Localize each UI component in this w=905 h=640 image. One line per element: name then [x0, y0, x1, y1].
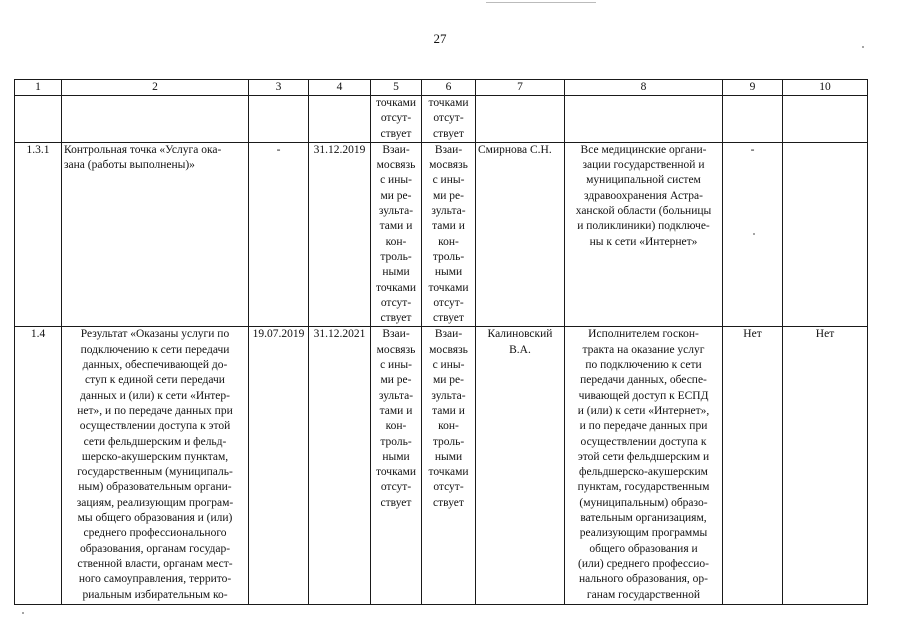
cell-col10: [783, 142, 868, 327]
cell: [723, 96, 783, 143]
header-cell-5: 5: [371, 80, 422, 96]
page-number: 27: [433, 31, 447, 46]
cell-dependency: Взаи- мосвязь с ины- ми ре- зульта- тами и кон- троль- ными точками отсут- ствует: [371, 327, 422, 605]
cell-end-date: 31.12.2019: [309, 142, 371, 327]
scan-speck: [862, 46, 864, 48]
cell-col9: Нет: [723, 327, 783, 605]
cell-responsible: Калиновский В.А.: [476, 327, 565, 605]
header-cell-2: 2: [62, 80, 249, 96]
table-row-1-3-1: [15, 142, 868, 327]
cell-description: Контрольная точка «Услуга ока- зана (работы выполнены)»: [62, 142, 249, 327]
header-cell-7: 7: [476, 80, 565, 96]
cell: [565, 96, 723, 143]
cell-result-description: Все медицинские органи- зации государственной и муниципальной систем здравоохранения Астра- ханской области (больницы и поликлиники) подключе- ны к сети «Интернет»: [565, 142, 723, 327]
cell-start-date: 19.07.2019: [249, 327, 309, 605]
cell-dependency: Взаи- мосвязь с ины- ми ре- зульта- тами и кон- троль- ными точками отсут- ствует: [371, 142, 422, 327]
cell-responsible: Смирнова С.Н.: [476, 142, 565, 327]
cell: [309, 96, 371, 143]
cell-col10: Нет: [783, 327, 868, 605]
scan-speck: [753, 233, 755, 235]
cell-number: 1.3.1: [15, 142, 62, 327]
header-cell-10: 10: [783, 80, 868, 96]
cell-end-date: 31.12.2021: [309, 327, 371, 605]
header-cell-1: 1: [15, 80, 62, 96]
scan-speck: [22, 612, 24, 614]
cell-number: 1.4: [15, 327, 62, 605]
cell-result-description: Исполнителем госкон- тракта на оказание услуг по подключению к сети передачи данных, обеспе- чивающей доступ к ЕСПД и (или) к сети «Интернет», и по передаче данных при осуществлении доступа к этой сети фельдшерским и фельдшерско-акушерским пунктам, государственным (муниципальным) образо- вательным организациям, реализующим программы общего образования и (или) среднего профессио- нального образования, ор- ганам государственной: [565, 327, 723, 605]
cell-dependency: точками отсут- ствует: [371, 96, 422, 143]
header-cell-4: 4: [309, 80, 371, 96]
header-row: [15, 80, 868, 96]
cell-dependency: точками отсут- ствует: [422, 96, 476, 143]
scan-artifact-line: [486, 2, 596, 3]
cell: [15, 96, 62, 143]
header-cell-8: 8: [565, 80, 723, 96]
plan-table: [14, 79, 868, 605]
cell: [476, 96, 565, 143]
header-cell-6: 6: [422, 80, 476, 96]
cell-start-date: -: [249, 142, 309, 327]
cell-description: Результат «Оказаны услуги по подключению к сети передачи данных, обеспечивающей до- ступ к единой сети передачи данных и (или) к сети «Интер- нет», и по передаче данных при осуществлении доступа к этой сети фельдшерским и фельд- шерско-акушерским пунктам, государственным (муниципаль- ным) образовательным органи- зациям, реализующим програм- мы общего образования и (или) среднего профессионального образования, органам государ- ственной власти, органам мест- ного самоуправления, террито- риальным избирательным ко-: [62, 327, 249, 605]
header-cell-3: 3: [249, 80, 309, 96]
table-row-1-4: [15, 327, 868, 605]
cell-dependency: Взаи- мосвязь с ины- ми ре- зульта- тами и кон- троль- ными точками отсут- ствует: [422, 142, 476, 327]
header-cell-9: 9: [723, 80, 783, 96]
cell: [62, 96, 249, 143]
table-row-continuation: [15, 96, 868, 143]
cell-col9: -: [723, 142, 783, 327]
cell: [249, 96, 309, 143]
cell: [783, 96, 868, 143]
cell-dependency: Взаи- мосвязь с ины- ми ре- зульта- тами и кон- троль- ными точками отсут- ствует: [422, 327, 476, 605]
